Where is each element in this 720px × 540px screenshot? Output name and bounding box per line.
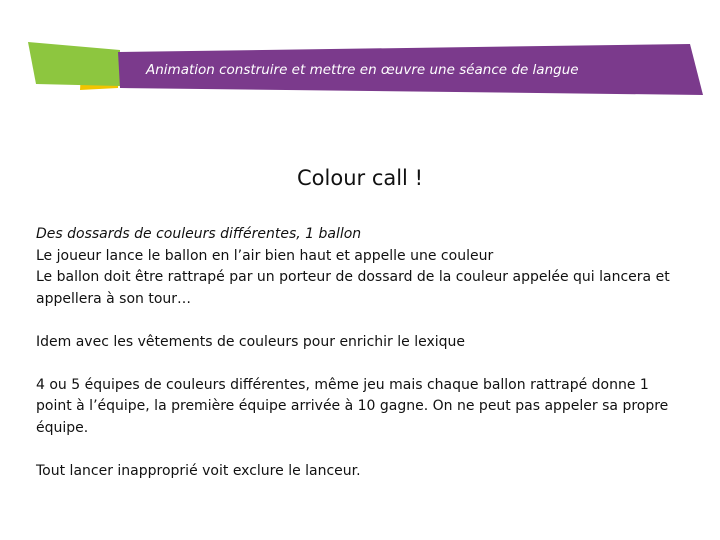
banner-shapes bbox=[0, 0, 720, 110]
paragraph-variant-teams: 4 ou 5 équipes de couleurs différentes, même jeu mais chaque ballon rattrapé donne 1 point à l’équipe, la première équipe arrivée à 10 gagne. On ne peut pas appeler sa propre équipe. bbox=[36, 376, 669, 436]
page-title: Colour call ! bbox=[297, 166, 423, 190]
paragraph-rule-2: Le ballon doit être rattrapé par un porteur de dossard de la couleur appelée qui lancera et appellera à son tour… bbox=[36, 269, 670, 307]
header-banner bbox=[0, 0, 720, 110]
spacer bbox=[36, 353, 686, 375]
banner-title: Animation construire et mettre en œuvre une séance de langue bbox=[146, 62, 579, 78]
paragraph-rule-exclusion: Tout lancer inapproprié voit exclure le lanceur. bbox=[36, 462, 361, 479]
spacer bbox=[36, 310, 686, 332]
paragraph-variant-clothes: Idem avec les vêtements de couleurs pour enrichir le lexique bbox=[36, 333, 465, 350]
banner-green-shape bbox=[28, 42, 120, 86]
paragraph-materials: Des dossards de couleurs différentes, 1 ballon bbox=[36, 226, 362, 242]
slide-body bbox=[36, 224, 686, 482]
paragraph-rule-1: Le joueur lance le ballon en l’air bien haut et appelle une couleur bbox=[36, 247, 494, 264]
spacer bbox=[36, 439, 686, 461]
